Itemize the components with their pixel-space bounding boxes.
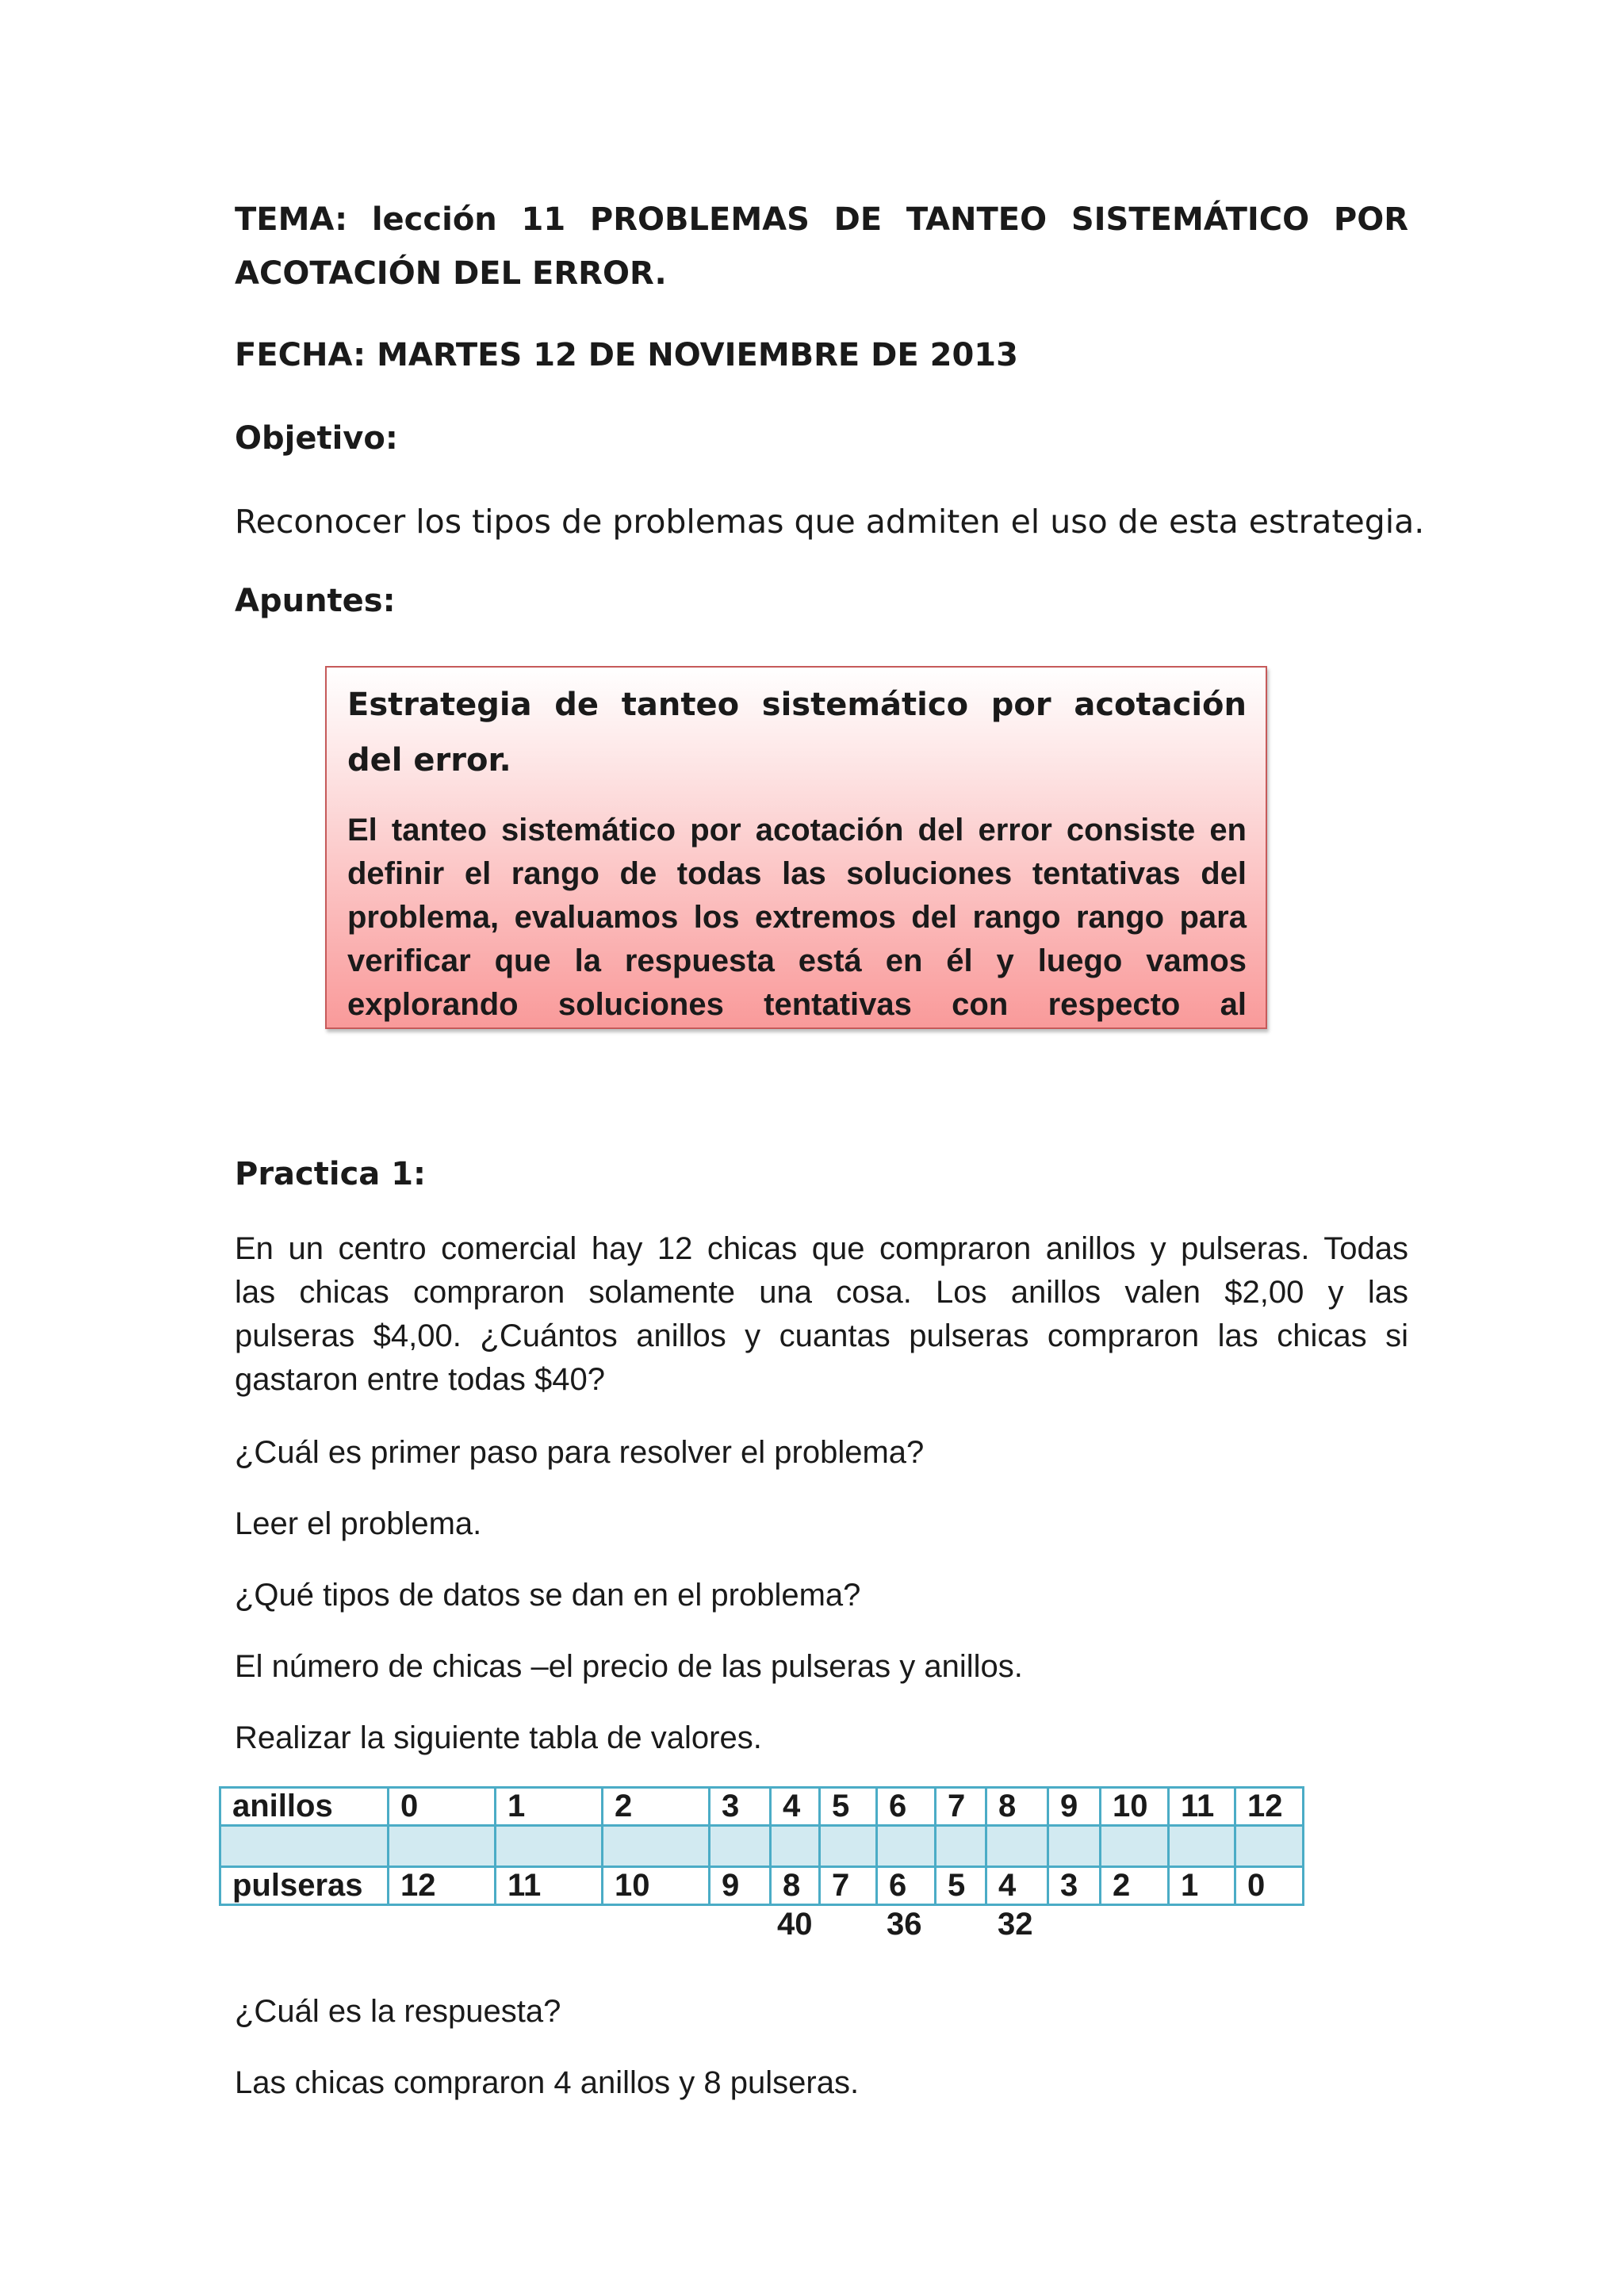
callout-line: definir el rango de todas las soluciones tentativas del (347, 856, 1247, 891)
table-cell: 10 (603, 1867, 710, 1905)
table-cell: 7 (820, 1867, 877, 1905)
table-row-empty (220, 1826, 1304, 1867)
practica-title: Practica 1: (235, 1156, 427, 1192)
question-1: ¿Cuál es primer paso para resolver el problema? (235, 1435, 925, 1470)
table-cell: 6 (877, 1867, 936, 1905)
table-cell (936, 1826, 986, 1867)
callout-line: explorando soluciones tentativas con respecto al (347, 987, 1247, 1022)
total-value: 32 (998, 1907, 1033, 1942)
row-label: pulseras (220, 1867, 389, 1905)
table-cell: 5 (820, 1788, 877, 1826)
table-cell (986, 1826, 1048, 1867)
fecha: FECHA: MARTES 12 DE NOVIEMBRE DE 2013 (235, 337, 1018, 373)
table-cell (603, 1826, 710, 1867)
table-cell (1048, 1826, 1101, 1867)
table-cell: 9 (710, 1867, 771, 1905)
table-cell (771, 1826, 820, 1867)
tema-line-1: TEMA: lección 11 PROBLEMAS DE TANTEO SISTEMÁTICO POR (235, 201, 1408, 238)
table-cell: 10 (1101, 1788, 1169, 1826)
table-cell: 11 (1169, 1788, 1235, 1826)
table-instruction: Realizar la siguiente tabla de valores. (235, 1720, 762, 1755)
problem-line: En un centro comercial hay 12 chicas que compraron anillos y pulseras. Todas (235, 1231, 1408, 1266)
row-label: anillos (220, 1788, 389, 1826)
objetivo-text: Reconocer los tipos de problemas que admiten el uso de esta estrategia. (235, 503, 1425, 541)
table-cell: 5 (936, 1867, 986, 1905)
table-cell: 11 (496, 1867, 603, 1905)
answer-3: Las chicas compraron 4 anillos y 8 pulseras. (235, 2065, 860, 2100)
table-cell: 2 (603, 1788, 710, 1826)
table-row-anillos (220, 1788, 1304, 1826)
callout-line: El tanteo sistemático por acotación del error consiste en (347, 813, 1247, 848)
callout-body (347, 809, 1247, 1027)
total-value: 36 (887, 1907, 922, 1942)
callout-line: problema, evaluamos los extremos del rango rango para (347, 900, 1247, 935)
answer-1: Leer el problema. (235, 1506, 482, 1541)
table-cell: 0 (389, 1788, 496, 1826)
table-cell (1169, 1826, 1235, 1867)
table-cell: 4 (771, 1788, 820, 1826)
apuntes-label: Apuntes: (235, 583, 396, 619)
table-cell: 8 (986, 1788, 1048, 1826)
objetivo-label: Objetivo: (235, 420, 398, 457)
callout-line: verificar que la respuesta está en él y luego vamos (347, 943, 1247, 978)
table-cell: 3 (1048, 1867, 1101, 1905)
total-value: 40 (777, 1907, 813, 1942)
callout-title: Estrategia de tanteo sistemático por acotación del error. (347, 687, 1247, 779)
question-3: ¿Cuál es la respuesta? (235, 1994, 561, 2029)
table-cell (877, 1826, 936, 1867)
table-cell: 12 (389, 1867, 496, 1905)
table-cell: 1 (496, 1788, 603, 1826)
table-cell: 12 (1235, 1788, 1304, 1826)
table-cell (820, 1826, 877, 1867)
table-cell: 8 (771, 1867, 820, 1905)
table-cell (1235, 1826, 1304, 1867)
table-cell (710, 1826, 771, 1867)
table-row-pulseras (220, 1867, 1304, 1905)
answer-2: El número de chicas –el precio de las pulseras y anillos. (235, 1649, 1023, 1684)
table-cell: 2 (1101, 1867, 1169, 1905)
question-2: ¿Qué tipos de datos se dan en el problema? (235, 1578, 861, 1613)
table-cell: 4 (986, 1867, 1048, 1905)
strategy-callout-box (325, 666, 1267, 1029)
problem-line: pulseras $4,00. ¿Cuántos anillos y cuantas pulseras compraron las chicas si (235, 1318, 1408, 1353)
tema-line-2: ACOTACIÓN DEL ERROR. (235, 255, 667, 292)
table-cell (220, 1826, 389, 1867)
table-cell (1101, 1826, 1169, 1867)
table-cell: 0 (1235, 1867, 1304, 1905)
table-cell (389, 1826, 496, 1867)
values-table (219, 1786, 1304, 1906)
table-cell (496, 1826, 603, 1867)
table-cell: 3 (710, 1788, 771, 1826)
table-cell: 9 (1048, 1788, 1101, 1826)
table-cell: 6 (877, 1788, 936, 1826)
problem-line: gastaron entre todas $40? (235, 1362, 606, 1397)
problem-line: las chicas compraron solamente una cosa. Los anillos valen $2,00 y las (235, 1275, 1408, 1310)
table-cell: 1 (1169, 1867, 1235, 1905)
problem-statement (235, 1227, 1408, 1402)
table-cell: 7 (936, 1788, 986, 1826)
